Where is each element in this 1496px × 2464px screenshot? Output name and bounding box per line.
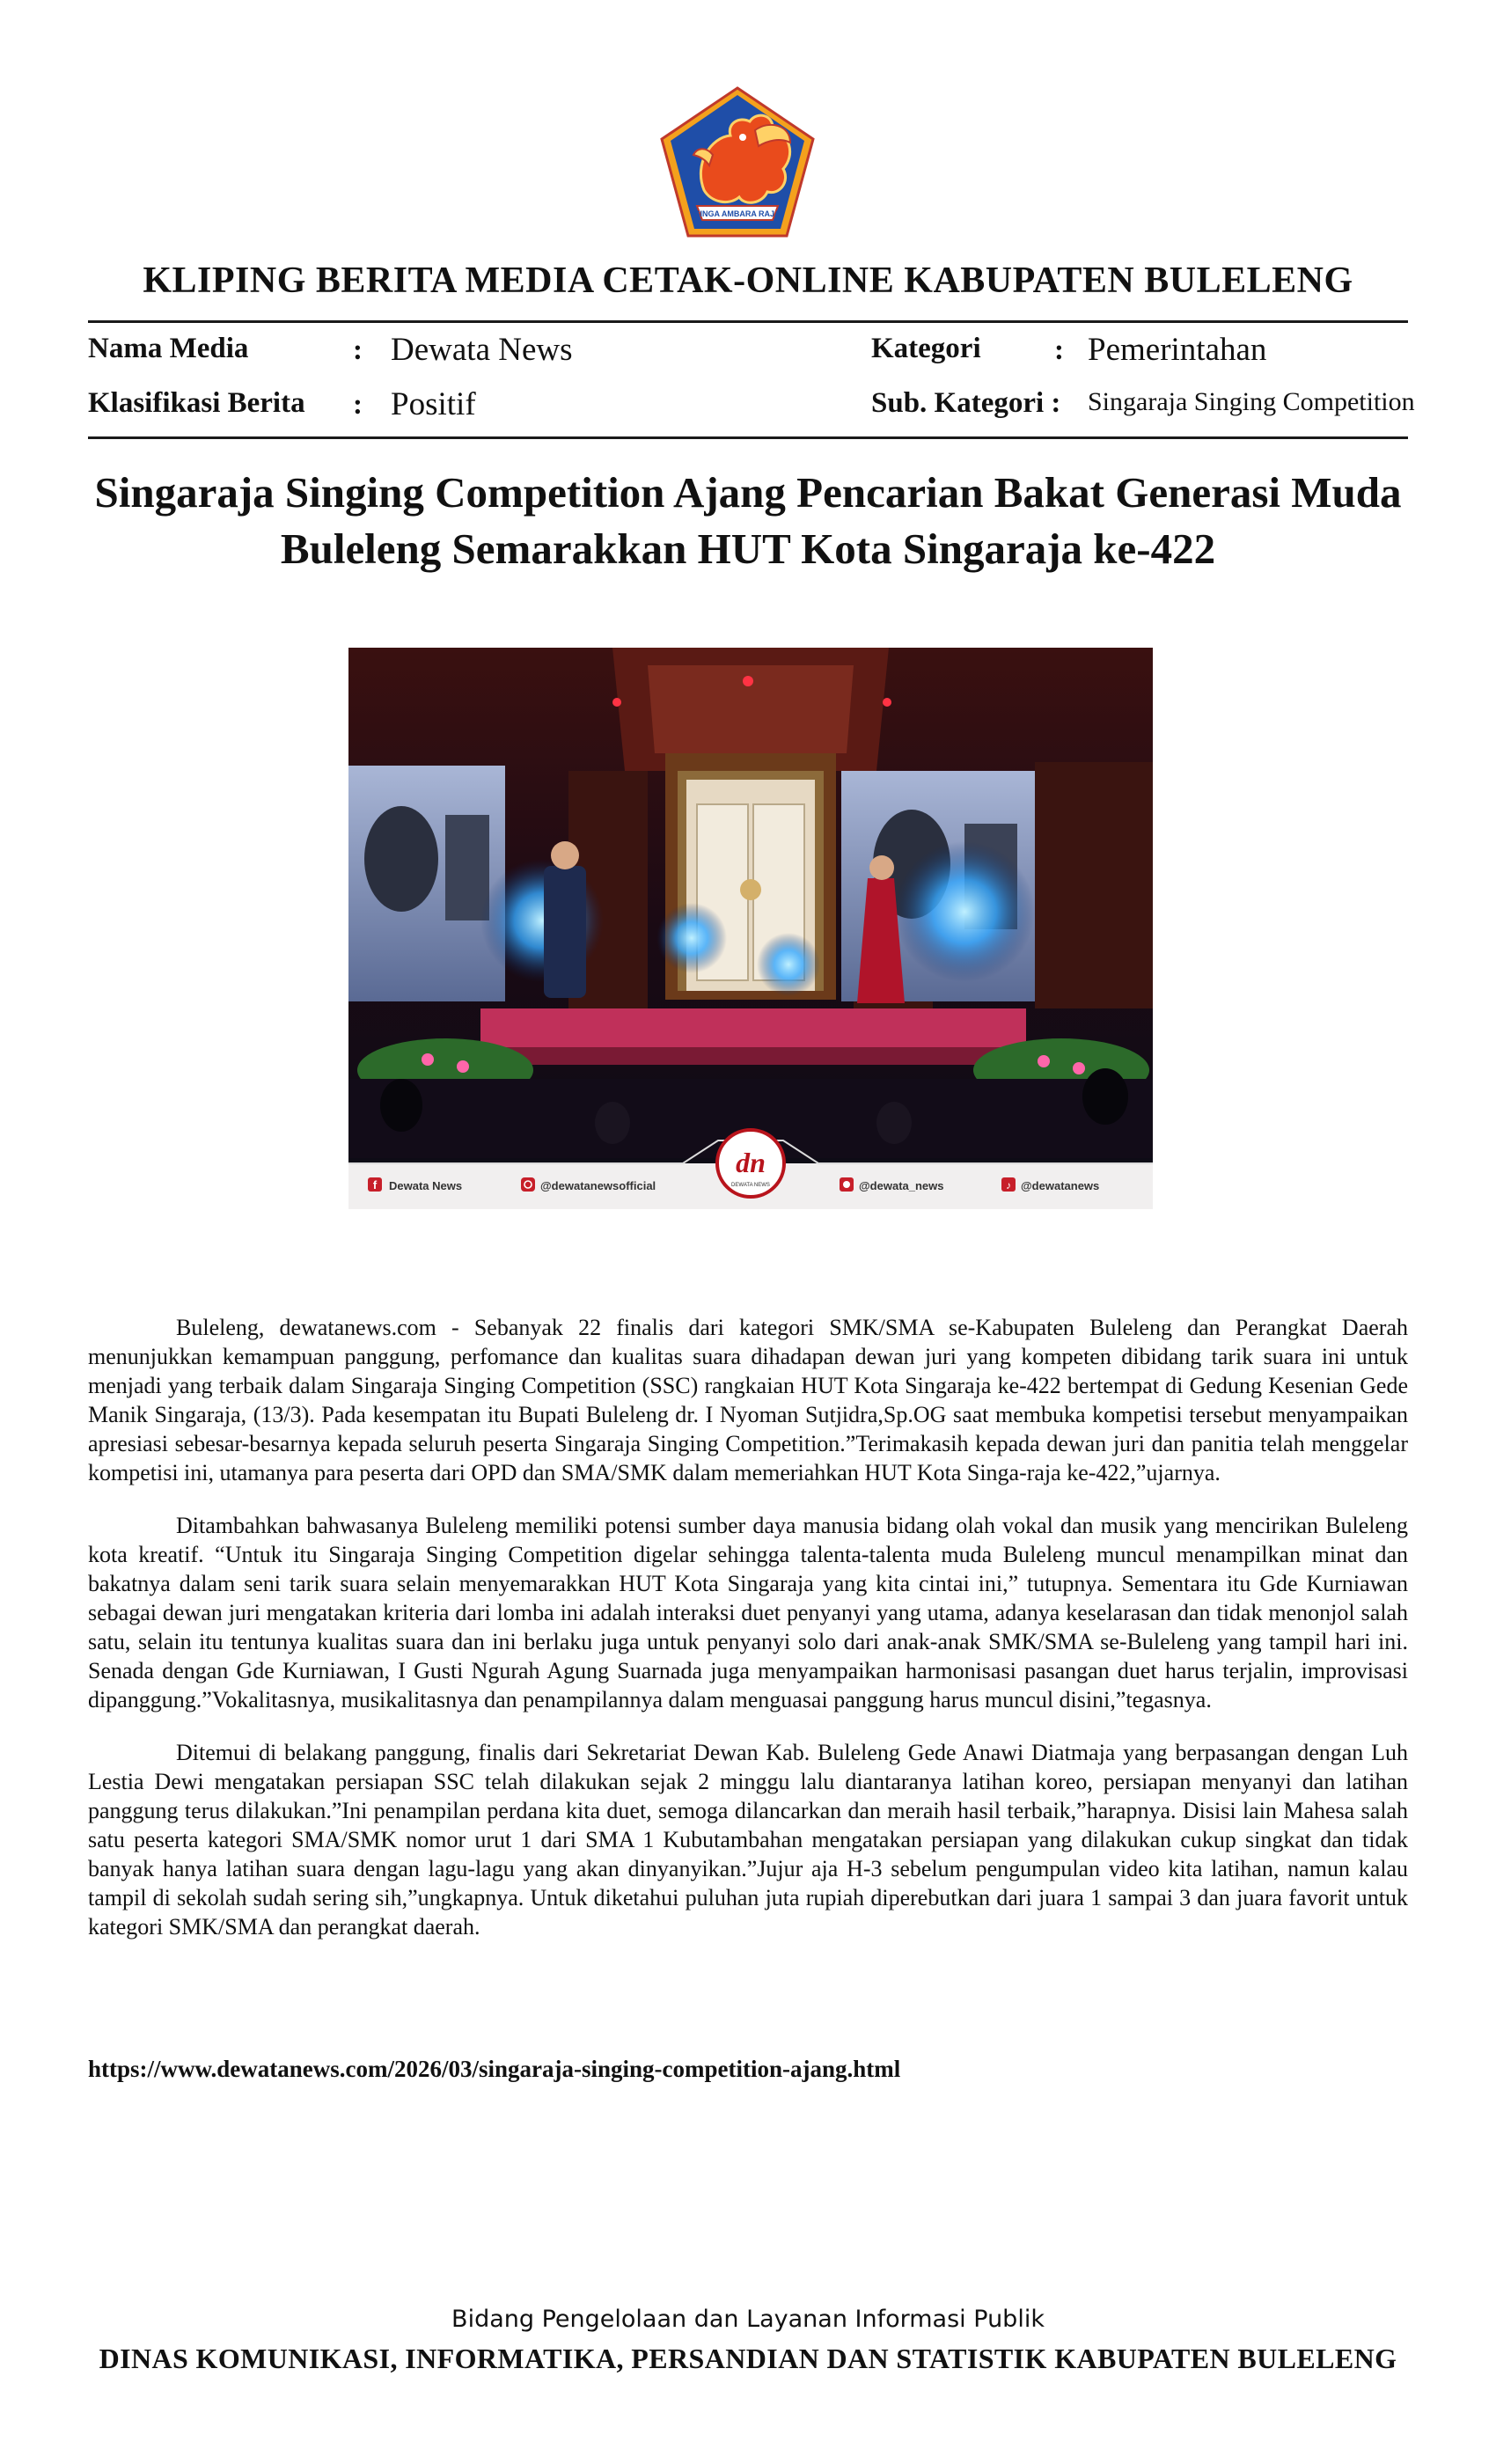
category-label: Kategori xyxy=(871,333,981,364)
article-title-line-1: Singaraja Singing Competition Ajang Pencarian Bakat Generasi Muda xyxy=(94,468,1402,517)
header-bottom-rule xyxy=(88,436,1408,439)
twitter-handle: @dewata_news xyxy=(859,1179,944,1192)
article-title xyxy=(88,465,1408,577)
source-link[interactable]: https://www.dewatanews.com/2026/03/singaraja-singing-competition-ajang.html xyxy=(88,2056,901,2082)
svg-text:f: f xyxy=(372,1178,378,1192)
svg-text:♪: ♪ xyxy=(1006,1179,1011,1192)
media-name-colon: : xyxy=(353,334,363,366)
subcategory-value: Singaraja Singing Competition xyxy=(1088,387,1415,416)
category-colon: : xyxy=(1054,334,1064,366)
article-paragraph-3: Ditemui di belakang panggung, finalis dari Sekretariat Dewan Kab. Buleleng Gede Anawi Diatmaja yang berpasangan dengan Luh Lestia Dewi mengatakan persiapan SSC telah dilakukan sejak 2 minggu lalu diantaranya latihan koreo, persiapan menyanyi dan latihan panggung terus dilakukan.”Ini penampilan perdana kita duet, semoga dilancarkan dan meraih hasil terbaik,”harapnya. Disisi lain Mahesa salah satu peserta kategori SMA/SMK nomor urut 1 dari SMA 1 Kubutambahan mengatakan persiapan yang dilakukan cukup singkat dan tidak banyak hanya latihan suara dengan lagu-lagu yang akan dinyanyikan.”Jujur aja H-3 sebelum pengumpulan video kita latihan, namun kalau tampil di sekolah sudah sering sih,”ungkapnya. Untuk diketahui puluhan juta rupiah diperebutkan dari juara 1 sampai 3 dan juara favorit untuk kategori SMK/SMA dan perangkat daerah. xyxy=(88,1740,1408,1940)
emblem-motto: SINGA AMBARA RAJA xyxy=(694,209,781,218)
article-body xyxy=(88,1313,1408,1965)
document-header-title: KLIPING BERITA MEDIA CETAK-ONLINE KABUPATEN BULELENG xyxy=(143,260,1353,301)
instagram-icon xyxy=(521,1177,535,1192)
article-title-line-2: Buleleng Semarakkan HUT Kota Singaraja ke-422 xyxy=(280,524,1216,573)
brand-logo-sub: DEWATA NEWS xyxy=(731,1183,770,1188)
brand-logo-text: dn xyxy=(736,1147,766,1178)
subcategory-label: Sub. Kategori : xyxy=(871,387,1061,419)
article-paragraph-1: Buleleng, dewatanews.com - Sebanyak 22 finalis dari kategori SMK/SMA se-Kabupaten Buleleng dan Perangkat Daerah menunjukkan kemampuan panggung, perfomance dan kualitas suara dihadapan dewan juri yang kompeten dibidang tarik suara ini untuk menjadi yang terbaik dalam Singaraja Singing Competition (SSC) rangkaian HUT Kota Singaraja ke-422 bertempat di Gedung Kesenian Gede Manik Singaraja, (13/3). Pada kesempatan itu Bupati Buleleng dr. I Nyoman Sutjidra,Sp.OG saat membuka kompetisi tersebut menyampaikan apresiasi sebesar-besarnya kepada seluruh peserta Singaraja Singing Competition.”Terimakasih kepada dewan juri dan panitia telah menggelar kompetisi ini, utamanya para peserta dari OPD dan SMA/SMK dalam memeriahkan HUT Kota Singa-raja ke-422,”ujarnya. xyxy=(88,1315,1408,1485)
article-photo xyxy=(348,648,1153,1209)
header-top-rule xyxy=(88,320,1408,323)
article-paragraph-2: Ditambahkan bahwasanya Buleleng memiliki potensi sumber daya manusia bidang olah vokal dan musik yang mencirikan Buleleng kota kreatif. “Untuk itu Singaraja Singing Competition digelar sehingga talenta-talenta muda Buleleng muncul menampilkan minat dan bakatnya dalam seni tarik suara selain menyemarakkan HUT Kota Singaraja yang kita cintai ini,” tutupnya. Sementara itu Gde Kurniawan sebagai dewan juri mengatakan kriteria dari lomba ini adalah interaksi duet penyanyi yang utama, adanya keselarasan dan tidak menonjol salah satu, selain itu tentunya kualitas suara dan ini berlaku juga untuk penyanyi solo dari anak-anak SMK/SMA se-Buleleng yang tampil hari ini. Senada dengan Gde Kurniawan, I Gusti Ngurah Agung Suarnada juga menyampaikan harmonisasi pasangan duet harus terjalin, improvisasi dipanggung.”Vokalitasnya, musikalitasnya dan penampilannya dalam menguasai panggung harus muncul disini,”tegasnya. xyxy=(88,1513,1408,1712)
footer-department: Bidang Pengelolaan dan Layanan Informasi Publik xyxy=(451,2306,1045,2333)
tiktok-handle: @dewatanews xyxy=(1021,1179,1100,1192)
classification-label: Klasifikasi Berita xyxy=(88,387,305,419)
media-name-label: Nama Media xyxy=(88,333,249,364)
classification-value: Positif xyxy=(391,386,476,422)
media-name-value: Dewata News xyxy=(391,332,573,368)
facebook-handle: Dewata News xyxy=(389,1179,463,1192)
category-value: Pemerintahan xyxy=(1088,332,1267,368)
instagram-handle: @dewatanewsofficial xyxy=(540,1179,656,1192)
classification-colon: : xyxy=(353,389,363,421)
footer-agency: DINAS KOMUNIKASI, INFORMATIKA, PERSANDIAN DAN STATISTIK KABUPATEN BULELENG xyxy=(99,2343,1397,2374)
buleleng-emblem-logo xyxy=(658,84,817,239)
